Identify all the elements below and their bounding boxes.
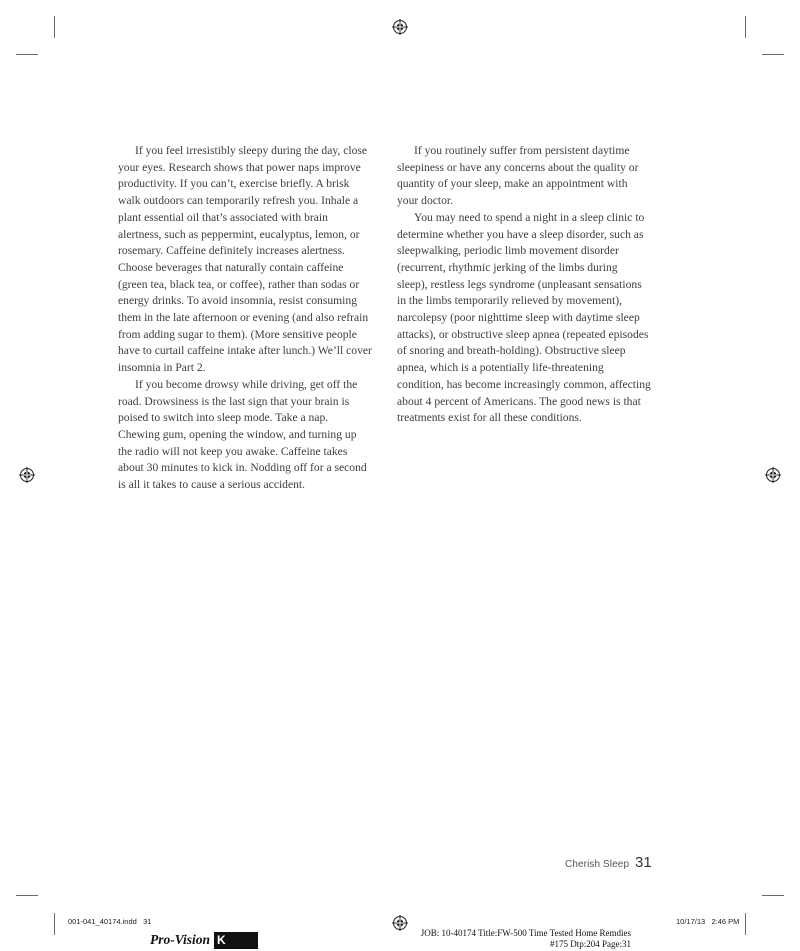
registration-mark-icon	[392, 915, 408, 931]
crop-mark-bottom-left-h	[16, 895, 38, 896]
slug-file-name: 001-041_40174.indd 31	[68, 917, 152, 926]
crop-mark-top-left	[54, 16, 55, 38]
job-info-line-2: #175 Dtp:204 Page:31	[550, 939, 631, 949]
registration-mark-icon	[19, 467, 35, 483]
crop-mark-top-right-h	[762, 54, 784, 55]
page-number: 31	[635, 854, 652, 871]
registration-mark-icon	[392, 19, 408, 35]
paragraph: If you feel irresistibly sleepy during the day, close your eyes. Research shows that power naps improve productivity. If you can’t, exercise briefly. A brisk walk outdoors can temporarily refresh you. Inhale a plant essential oil that’s associated with brain alertness, such as peppermint, eucalyptus, lemon, or rosemary. Caffeine definitely increases alertness. Choose beverages that naturally contain caffeine (green tea, black tea, or coffee), rather than sodas or energy drinks. To avoid insomnia, resist consuming them in the late afternoon or evening (and also refrain from adding sugar to them). (More sensitive people have to curtail caffeine intake after lunch.) We’ll cover insomnia in Part 2.	[118, 144, 372, 375]
crop-mark-bottom-right	[745, 913, 746, 935]
crop-mark-top-left-h	[16, 54, 38, 55]
crop-mark-bottom-right-h	[762, 895, 784, 896]
registration-mark-icon	[765, 467, 781, 483]
crop-mark-bottom-left	[54, 913, 55, 935]
paragraph: You may need to spend a night in a sleep clinic to determine whether you have a sleep disorder, such as sleepwalking, periodic limb movement disorder (recurrent, rhythmic jerking of the limbs during sleep), restless legs syndrome (unpleasant sensations in the limbs temporarily relieved by movement), narcolepsy (poor nighttime sleep with daytime sleep attacks), or obstructive sleep apnea (repeated episodes of snoring and breath-holding). Obstructive sleep apnea, which is a potentially life-threatening condition, has become increasingly common, affecting about 4 percent of Americans. The good news is that treatments exist for all these conditions.	[397, 210, 651, 425]
slug-date: 10/17/13 2:46 PM	[676, 917, 740, 926]
crop-mark-top-right	[745, 16, 746, 38]
text-column-left	[118, 143, 372, 494]
running-title: Cherish Sleep	[565, 859, 630, 870]
brand-logo: Pro-Vision	[150, 932, 211, 947]
black-plate-indicator: K	[214, 932, 258, 949]
paragraph: If you routinely suffer from persistent daytime sleepiness or have any concerns about the quality or quantity of your sleep, make an appointment with your doctor.	[397, 144, 639, 208]
text-column-right	[397, 143, 651, 427]
job-info-line-1: JOB: 10-40174 Title:FW-500 Time Tested Home Remdies	[420, 928, 631, 938]
paragraph: If you become drowsy while driving, get off the road. Drowsiness is the last sign that your brain is poised to switch into sleep mode. Take a nap. Chewing gum, opening the window, and turning up the radio will not keep you awake. Caffeine takes about 30 minutes to kick in. Nodding off for a second is all it takes to cause a serious accident.	[118, 377, 367, 492]
